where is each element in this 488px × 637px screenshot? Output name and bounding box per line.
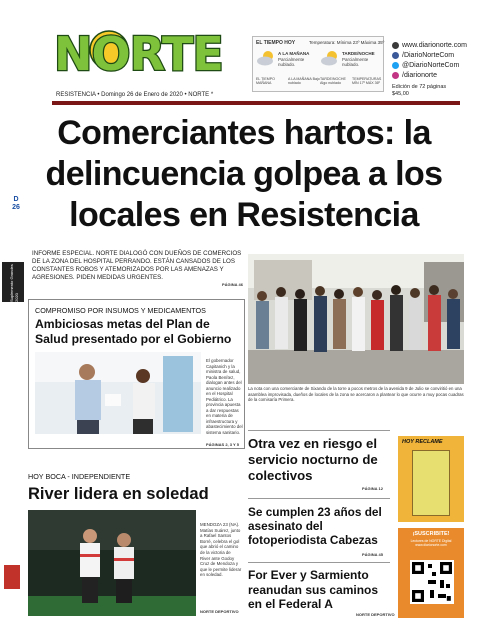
divider: [248, 430, 390, 431]
story3-page: PÁGINA 12: [362, 486, 383, 491]
weather-mini-3: TARDE/NOCHE Algo nublado: [320, 77, 346, 85]
story-health-plan[interactable]: [28, 299, 245, 449]
weather-night: [320, 49, 382, 73]
price: $45,00: [392, 91, 409, 97]
story1-title[interactable]: Ambiciosas metas del Plan de Salud presentado por el Gobierno: [35, 317, 232, 346]
weather-mini-4: TEMPERATURAS MÍN 17º MÁX 36º: [352, 77, 382, 85]
divider: [248, 498, 390, 499]
story2-title[interactable]: River lidera en soledad: [28, 485, 209, 503]
weather-box: [252, 36, 384, 92]
story1-photo[interactable]: [35, 352, 201, 434]
weather-temps: Temperatura: Mínima 23º Máxima 35º: [309, 40, 385, 45]
story4-title[interactable]: Se cumplen 23 años del asesinato del fotoperiodista Cabezas: [248, 505, 382, 547]
facebook-link[interactable]: /DiarioNorteCom: [392, 50, 484, 60]
dateline: RESISTENCIA • Domingo 26 de Enero de 2020 • NORTE *: [56, 92, 214, 98]
morning-label: A LA MAÑANA: [278, 51, 310, 56]
weather-mini-1: EL TIEMPO MAÑANA: [256, 77, 275, 85]
social-links: [392, 40, 484, 80]
lead-summary[interactable]: INFORME ESPECIAL. NORTE DIALOGÓ CON DUEÑOS DE COMERCIOS DE LA ZONA DEL HOSPITAL PERRANDO. ESTÁN CANSADOS DE LOS CONSTANTES ROBOS Y ATEMORIZADOS POR LAS AMENAZAS Y AGRESIONES. PIDEN MEDIDAS URGENTES.: [32, 250, 242, 281]
lead-photo-caption: La nota con una comerciante de Sixando de la torre a pocos metros de la avenida 9 de Julio se conviritió en una asamblea improvisada, dueños de locales de la zona se acercaron a plantear lo que ocurre a muy pocas cuadras de la comisaría Primera.: [248, 386, 464, 402]
story1-pages: PÁGINAS 2, 3 Y 5: [206, 442, 239, 447]
night-desc: Parcialmente nublado.: [342, 57, 369, 67]
section-tag: [4, 565, 20, 589]
masthead-rule: [52, 101, 460, 105]
edition-info: [392, 84, 446, 98]
instagram-link[interactable]: /diarionorte: [392, 70, 484, 80]
globe-icon: [392, 42, 399, 49]
masthead: [0, 0, 488, 100]
lead-page-ref: PÁGINA 46: [222, 282, 243, 287]
story2-photo[interactable]: [28, 510, 196, 616]
story5-title[interactable]: For Ever y Sarmiento reanudan sus caminos en el Federal A: [248, 568, 379, 611]
morning-desc: Parcialmente nublado.: [278, 57, 305, 67]
story2-caption: MENDOZA 23 (NA). Matías Suárez, junto a Rafael Santos Borré, celebra el gol que abrió el camino de la victoria de River ante Godoy Cruz de Mendoza y que le permite liderar en soledad.: [200, 522, 242, 578]
instagram-icon: [392, 72, 399, 79]
weather-header: EL TIEMPO HOY: [256, 40, 296, 46]
subscribe-sub: Lectores de NORTE Digital www.diarionorte.com: [410, 539, 452, 547]
story2-page: NORTE DEPORTIVO: [200, 609, 239, 614]
side-flag: D 26: [12, 196, 20, 211]
norte-logo[interactable]: [52, 20, 244, 82]
weather-mini-2: A LA MAÑANA Bajo nublado: [288, 77, 320, 85]
night-label: TARDE/NOCHE: [342, 51, 375, 56]
promo-ad[interactable]: [398, 436, 464, 522]
web-link[interactable]: www.diarionorte.com: [392, 40, 484, 50]
story1-caption: El gobernador Capitanich y la ministra de salud, Paola Benítez, dialogan antes del anuncio realizado en el Hospital Pediátrico. La provincia apuesta a dar respuestas en materia de infraestructura y abastecimiento del sistema sanitario.: [206, 358, 243, 435]
qr-code-icon[interactable]: [410, 560, 454, 604]
twitter-icon: [392, 62, 399, 69]
twitter-link[interactable]: @DiarioNorteCom: [392, 60, 484, 70]
story1-kicker: COMPROMISO POR INSUMOS Y MEDICAMENTOS: [35, 306, 206, 315]
story4-page: PÁGINA 45: [362, 552, 383, 557]
promo-label: HOY RECLAME: [402, 439, 443, 445]
lead-photo[interactable]: [248, 254, 464, 384]
partly-cloudy-icon: [320, 49, 340, 67]
subscribe-label: ¡SUSCRIBITE!: [412, 531, 450, 537]
story3-title[interactable]: Otra vez en riesgo el servicio nocturno de colectivos: [248, 436, 378, 483]
main-headline[interactable]: Comerciantes hartos: la delincuencia golpea a los locales en Resistencia: [45, 114, 443, 234]
edition-pages: Edición de 72 páginas: [392, 84, 447, 90]
facebook-icon: [392, 52, 399, 59]
book-cover: [412, 450, 450, 516]
story5-page: NORTE DEPORTIVO: [356, 612, 395, 617]
logo-wordmark: NORTE: [54, 27, 223, 81]
subscribe-ad[interactable]: [398, 528, 464, 618]
story2-kicker: HOY BOCA - INDEPENDIENTE: [28, 472, 131, 481]
weather-morning: [256, 49, 318, 73]
divider: [248, 562, 390, 563]
partly-cloudy-icon: [256, 49, 276, 67]
side-vertical-tag: Suplemento Grandes 2020: [2, 262, 24, 302]
